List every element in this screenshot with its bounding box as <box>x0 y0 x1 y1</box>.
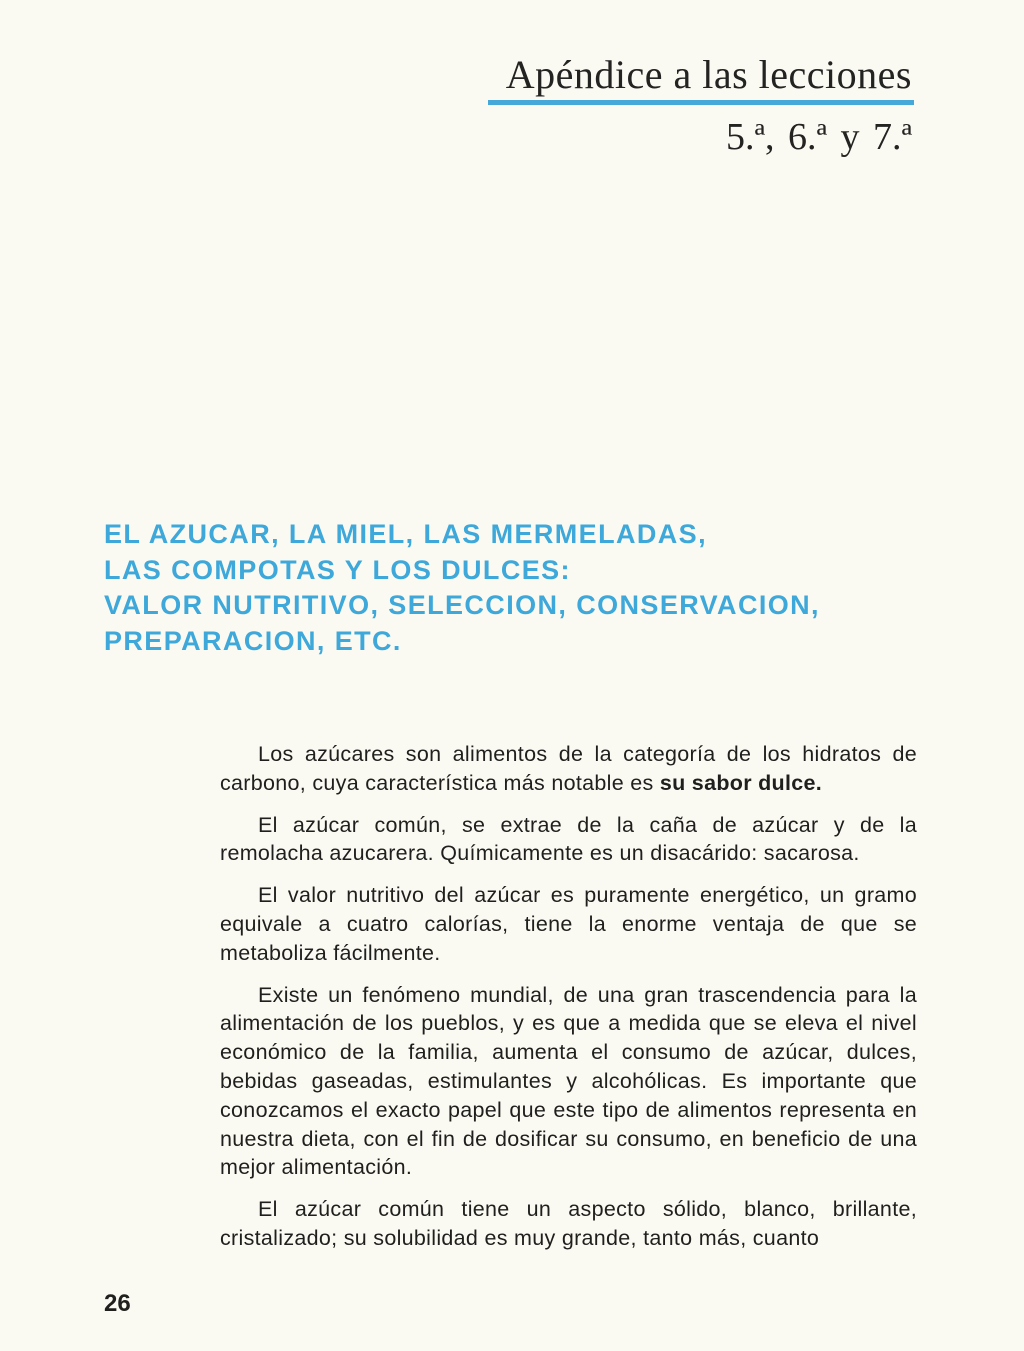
paragraph-4: Existe un fenómeno mundial, de una gran trascendencia para la alimentación de los pueblos, y es que a medida que se eleva el nivel económico de la familia, aumenta el consumo de azúcar, dulces, bebidas gaseadas, estimulantes y alcohólicas. Es importante que conozcamos el exacto papel que este tipo de alimentos representa en nuestra dieta, con el fin de dosificar su consumo, en beneficio de una mejor alimentación. <box>220 982 917 1180</box>
heading-line-2: LAS COMPOTAS Y LOS DULCES: <box>104 554 571 585</box>
heading-line-4: PREPARACION, ETC. <box>104 625 402 656</box>
paragraph-3: El valor nutritivo del azúcar es puramente energético, un gramo equivale a cuatro calorías, tiene la enorme ventaja de que se metaboliza fácilmente. <box>220 883 917 965</box>
page-header <box>488 52 914 159</box>
body-text <box>220 740 917 1253</box>
sweet-taste-emphasis: su sabor dulce. <box>659 770 823 795</box>
paragraph-2: El azúcar común, se extrae de la caña de azúcar y de la remolacha azucarera. Químicamente es un disacárido: sacarosa. <box>220 812 917 866</box>
heading-line-1: EL AZUCAR, LA MIEL, LAS MERMELADAS, <box>104 519 707 549</box>
header-rule <box>488 100 914 105</box>
page-number: 26 <box>104 1290 131 1317</box>
paragraph-1-text: Los azúcares son alimentos de la categoría de los hidratos de carbono, cuya característica más notable es <box>220 742 917 795</box>
section-heading <box>104 517 924 659</box>
appendix-title: Apéndice a las lecciones <box>505 52 912 97</box>
heading-line-3: VALOR NUTRITIVO, SELECCION, CONSERVACION, <box>104 590 820 620</box>
paragraph-1 <box>220 740 917 798</box>
paragraph-5: El azúcar común tiene un aspecto sólido, blanco, brillante, cristalizado; su solubilidad es muy grande, tanto más, cuanto <box>220 1197 917 1250</box>
lesson-numbers: 5.ª, 6.ª y 7.ª <box>726 116 912 158</box>
